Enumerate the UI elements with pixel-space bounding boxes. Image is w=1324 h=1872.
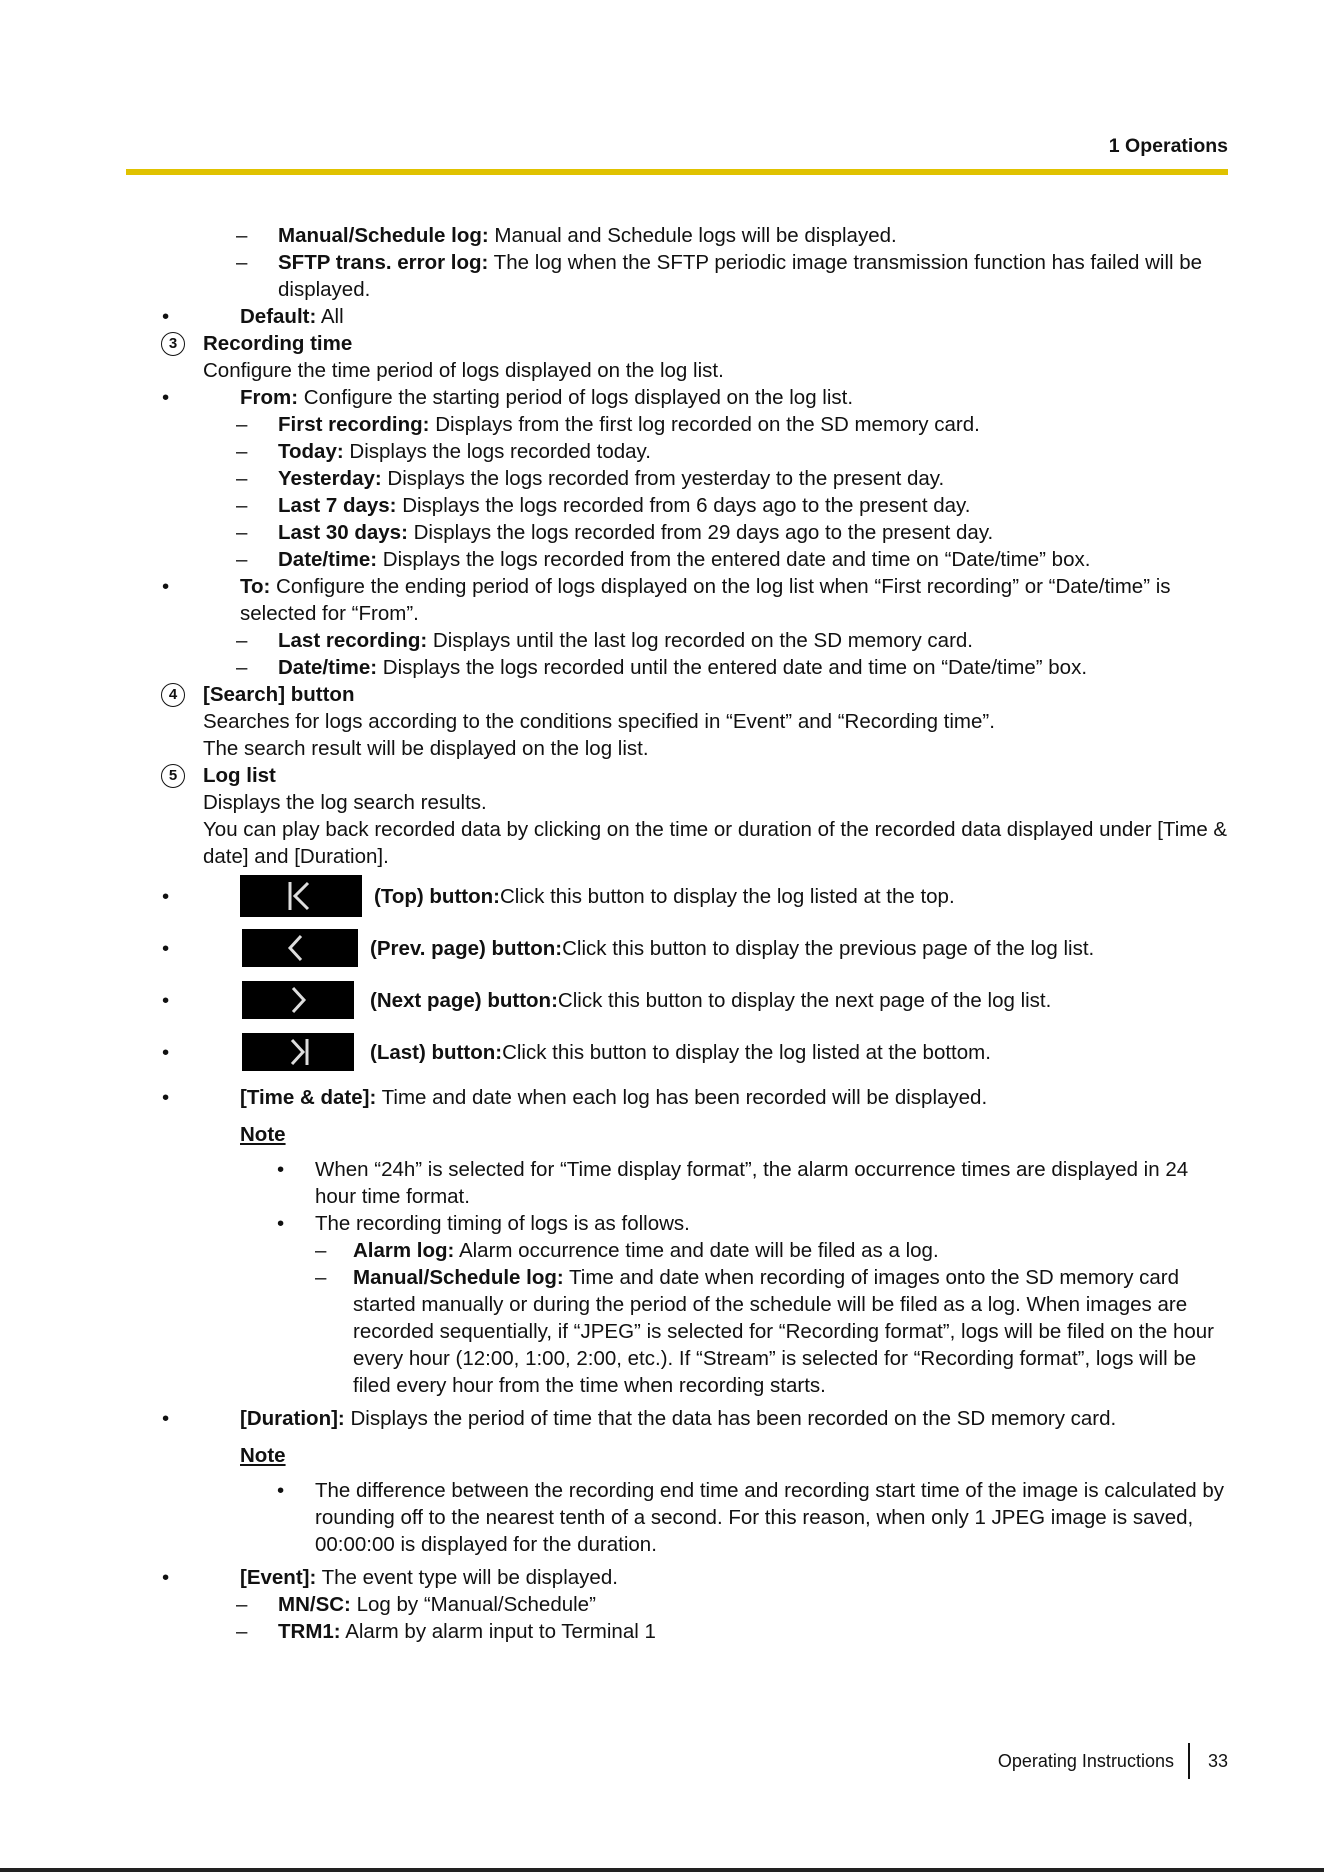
list-item: – SFTP trans. error log: The log when the SFTP periodic image transmission function has failed will be displayed. bbox=[236, 251, 1203, 301]
bottom-edge-line bbox=[0, 1868, 1324, 1872]
list-item: – TRM1: Alarm by alarm input to Terminal 1 bbox=[236, 1620, 656, 1643]
section-desc: The search result will be displayed on the log list. bbox=[203, 737, 649, 760]
note-subitem: – Alarm log: Alarm occurrence time and date will be filed as a log. bbox=[315, 1239, 939, 1262]
page-number: 33 bbox=[1207, 1750, 1228, 1771]
list-item-prev-button: • (Prev. page) button: Click this button to display the previous page of the log list. bbox=[126, 922, 1228, 974]
list-item-top-button: • (Top) button: Click this button to display the log listed at the top. bbox=[126, 870, 1228, 922]
page-content bbox=[126, 222, 1228, 1645]
note-subitem: – Manual/Schedule log: Time and date when recording of images onto the SD memory card started manually or during the period of the schedule will be filed as a log. When images are recorded sequentially, if “JPEG” is selected for “Recording format”, logs will be filed on the hour every hour (12:00, 1:00, 2:00, etc.). If “Stream” is selected for “Recording format”, logs will be filed every hour from the time when recording starts. bbox=[315, 1266, 1215, 1397]
section-header: 1 Operations bbox=[1108, 135, 1228, 157]
section-desc: Searches for logs according to the conditions specified in “Event” and “Recording time”. bbox=[203, 710, 995, 733]
next-page-icon bbox=[242, 981, 354, 1019]
list-item: – First recording: Displays from the first log recorded on the SD memory card. bbox=[236, 413, 980, 436]
section-heading-5: 5 Log list bbox=[126, 762, 1228, 789]
note-item: • The recording timing of logs is as follows. bbox=[277, 1212, 690, 1235]
list-item: – Date/time: Displays the logs recorded from the entered date and time on “Date/time” box. bbox=[236, 548, 1091, 571]
list-item: – Manual/Schedule log: Manual and Schedule logs will be displayed. bbox=[236, 224, 897, 247]
list-item: • To: Configure the ending period of logs displayed on the log list when “First recording” or “Date/time” is selected for “From”. bbox=[162, 575, 1171, 625]
list-item: • From: Configure the starting period of logs displayed on the log list. bbox=[162, 386, 854, 409]
section-desc: Configure the time period of logs displayed on the log list. bbox=[203, 359, 724, 382]
list-item: • Default: All bbox=[162, 305, 344, 328]
first-page-icon bbox=[240, 875, 362, 917]
list-item: – Last 30 days: Displays the logs recorded from 29 days ago to the present day. bbox=[236, 521, 994, 544]
list-item: – MN/SC: Log by “Manual/Schedule” bbox=[236, 1593, 596, 1616]
list-item: – Last 7 days: Displays the logs recorded from 6 days ago to the present day. bbox=[236, 494, 971, 517]
section-heading-4: 4 [Search] button bbox=[126, 681, 1228, 708]
note-item: • The difference between the recording end time and recording start time of the image is calculated by rounding off to the nearest tenth of a second. For this reason, when only 1 JPEG image is saved, 00:00:00 is displayed for the duration. bbox=[277, 1479, 1224, 1556]
list-item: – Yesterday: Displays the logs recorded from yesterday to the present day. bbox=[236, 467, 945, 490]
circled-number-3: 3 bbox=[161, 332, 185, 356]
list-item-last-button: • (Last) button: Click this button to display the log listed at the bottom. bbox=[126, 1026, 1228, 1078]
footer-divider bbox=[1188, 1743, 1190, 1779]
circled-number-4: 4 bbox=[161, 683, 185, 707]
note-label: Note bbox=[240, 1444, 286, 1467]
page-footer bbox=[998, 1743, 1228, 1779]
prev-page-icon bbox=[242, 929, 358, 967]
circled-number-5: 5 bbox=[161, 764, 185, 788]
list-item-next-button: • (Next page) button: Click this button to display the next page of the log list. bbox=[126, 974, 1228, 1026]
section-heading-3: 3 Recording time bbox=[126, 330, 1228, 357]
section-desc: Displays the log search results. bbox=[203, 791, 487, 814]
list-item: • [Event]: The event type will be displayed. bbox=[162, 1566, 618, 1589]
footer-doc-title: Operating Instructions bbox=[997, 1750, 1174, 1771]
last-page-icon bbox=[242, 1033, 354, 1071]
list-item: – Date/time: Displays the logs recorded until the entered date and time on “Date/time” box. bbox=[236, 656, 1088, 679]
list-item: • [Duration]: Displays the period of time that the data has been recorded on the SD memory card. bbox=[162, 1407, 1117, 1430]
section-desc: You can play back recorded data by clicking on the time or duration of the recorded data displayed under [Time & date] and [Duration]. bbox=[203, 818, 1228, 868]
list-item: • [Time & date]: Time and date when each log has been recorded will be displayed. bbox=[162, 1086, 988, 1109]
header-rule bbox=[126, 169, 1228, 175]
list-item: – Today: Displays the logs recorded today. bbox=[236, 440, 651, 463]
note-item: • When “24h” is selected for “Time display format”, the alarm occurrence times are displayed in 24 hour time format. bbox=[277, 1158, 1189, 1208]
list-item: – Last recording: Displays until the last log recorded on the SD memory card. bbox=[236, 629, 973, 652]
note-label: Note bbox=[240, 1123, 286, 1146]
